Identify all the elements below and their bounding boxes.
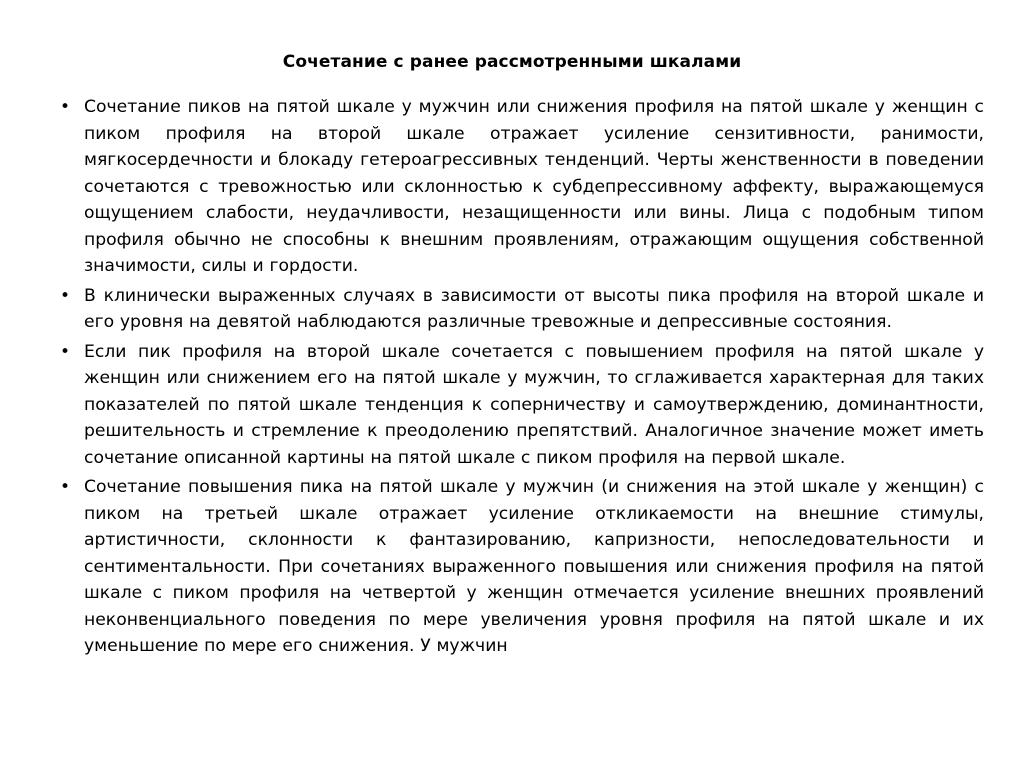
list-item (42, 474, 984, 660)
list-item-text: Сочетание пиков на пятой шкале у мужчин или снижения профиля на пятой шкале у женщин с пиком профиля на второй шкале отражает усиление сензитивности, ранимости, мягкосердечности и блокаду гетероагрессивных тенденций. Черты женственности в поведении сочетаются с тревожностью или склонностью к субдепрессивному аффекту, выражающемуся ощущением слабости, неудачливости, незащищенности или вины. Лица с подобным типом профиля обычно не способны к внешним проявлениям, отражающим ощущения собственной значимости, силы и гордости. (84, 97, 984, 277)
list-item (42, 94, 984, 280)
list-item-text: Сочетание повышения пика на пятой шкале у мужчин (и снижения на этой шкале у женщин) с пиком на третьей шкале отражает усиление откликаемости на внешние стимулы, артистичности, склонности к фантазированию, капризности, непоследовательности и сентиментальности. При сочетаниях выраженного повышения или снижения профиля на пятой шкале с пиком профиля на четвертой у женщин отмечается усиление внешних проявлений неконвенциального поведения по мере увеличения уровня профиля на пятой шкале и их уменьшение по мере его снижения. У мужчин (84, 477, 984, 657)
bullet-icon: • (60, 285, 71, 306)
bullet-list (0, 72, 1024, 660)
list-item-text: Если пик профиля на второй шкале сочетается с повышением профиля на пятой шкале у женщин или снижением его на пятой шкале у мужчин, то сглаживается характерная для таких показателей по пятой шкале тенденция к соперничеству и самоутверждению, доминантности, решительность и стремление к преодолению препятствий. Аналогичное значение может иметь сочетание описанной картины на пятой шкале с пиком профиля на первой шкале. (84, 341, 984, 468)
bullet-icon: • (60, 477, 71, 498)
list-item-text: В клинически выраженных случаях в зависимости от высоты пика профиля на второй шкале и его уровня на девятой наблюдаются различные тревожные и депрессивные состояния. (84, 285, 984, 333)
bullet-icon: • (60, 341, 71, 362)
list-item (42, 283, 984, 336)
bullet-icon: • (60, 97, 71, 118)
list-item (42, 339, 984, 472)
page-title: Сочетание с ранее рассмотренными шкалами (282, 52, 742, 72)
